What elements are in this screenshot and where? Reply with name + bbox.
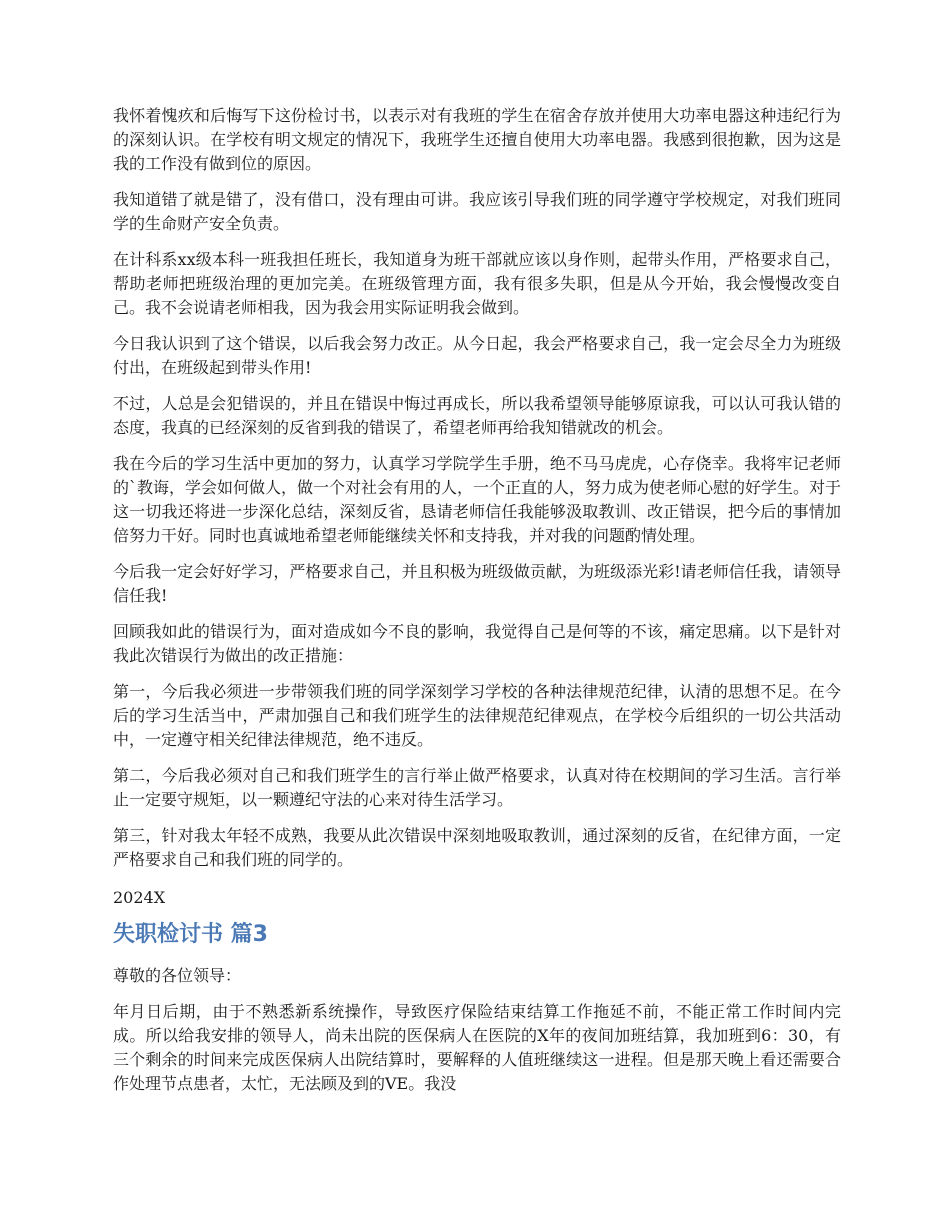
paragraph: 回顾我如此的错误行为，面对造成如今不良的影响，我觉得自己是何等的不该，痛定思痛。以下是针对我此次错误行为做出的改正措施： — [113, 622, 841, 665]
paragraph: 在计科系xx级本科一班我担任班长，我知道身为班干部就应该以身作则，起带头作用，严格要求自己，帮助老师把班级治理的更加完美。在班级管理方面，我有很多失职，但是从今开始，我会慢慢改变自己。我不会说请老师相我，因为我会用实际证明我会做到。 — [113, 250, 841, 317]
paragraph: 不过，人总是会犯错误的，并且在错误中悔过再成长，所以我希望领导能够原谅我，可以认可我认错的态度，我真的已经深刻的反省到我的错误了，希望老师再给我知错就改的机会。 — [113, 394, 841, 437]
paragraph: 我怀着愧疚和后悔写下这份检讨书，以表示对有我班的学生在宿舍存放并使用大功率电器这种违纪行为的深刻认识。在学校有明文规定的情况下，我班学生还擅自使用大功率电器。我感到很抱歉，因为这是我的工作没有做到位的原因。 — [113, 106, 841, 173]
paragraph: 第三，针对我太年轻不成熟，我要从此次错误中深刻地吸取教训，通过深刻的反省，在纪律方面，一定严格要求自己和我们班的同学的。 — [113, 826, 841, 869]
paragraph: 今后我一定会好好学习，严格要求自己，并且积极为班级做贡献，为班级添光彩!请老师信任我，请领导信任我! — [113, 562, 841, 605]
paragraph: 我在今后的学习生活中更加的努力，认真学习学院学生手册，绝不马马虎虎，心存侥幸。我将牢记老师的`教诲，学会如何做人，做一个对社会有用的人，一个正直的人，努力成为使老师心慰的好学生。对于这一切我还将进一步深化总结，深刻反省，恳请老师信任我能够汲取教训、改正错误，把今后的事情加倍努力干好。同时也真诚地希望老师能继续关怀和支持我，并对我的问题酌情处理。 — [113, 454, 842, 545]
salutation: 尊敬的各位领导： — [113, 966, 242, 985]
paragraph: 第二，今后我必须对自己和我们班学生的言行举止做严格要求，认真对待在校期间的学习生活。言行举止一定要守规矩，以一颗遵纪守法的心来对待生活学习。 — [113, 766, 841, 809]
paragraph: 我知道错了就是错了，没有借口，没有理由可讲。我应该引导我们班的同学遵守学校规定，对我们班同学的生命财产安全负责。 — [113, 190, 841, 233]
document-page — [113, 104, 841, 1108]
document-date: 2024X — [113, 888, 166, 907]
paragraph: 第一，今后我必须进一步带领我们班的同学深刻学习学校的各种法律规范纪律，认清的思想不足。在今后的学习生活当中，严肃加强自己和我们班学生的法律规范纪律观点，在学校今后组织的一切公共活动中，一定遵守相关纪律法律规范，绝不违反。 — [113, 682, 841, 749]
section-heading: 失职检讨书 篇3 — [113, 922, 268, 947]
paragraph: 今日我认识到了这个错误，以后我会努力改正。从今日起，我会严格要求自己，我一定会尽全力为班级付出，在班级起到带头作用! — [113, 334, 841, 377]
paragraph: 年月日后期，由于不熟悉新系统操作，导致医疗保险结束结算工作拖延不前，不能正常工作时间内完成。所以给我安排的领导人，尚未出院的医保病人在医院的X年的夜间加班结算，我加班到6：30，有三个剩余的时间来完成医保病人出院结算时，要解释的人值班继续这一进程。但是那天晚上看还需要合作处理节点患者，太忙，无法顾及到的VE。我没 — [113, 1002, 841, 1093]
